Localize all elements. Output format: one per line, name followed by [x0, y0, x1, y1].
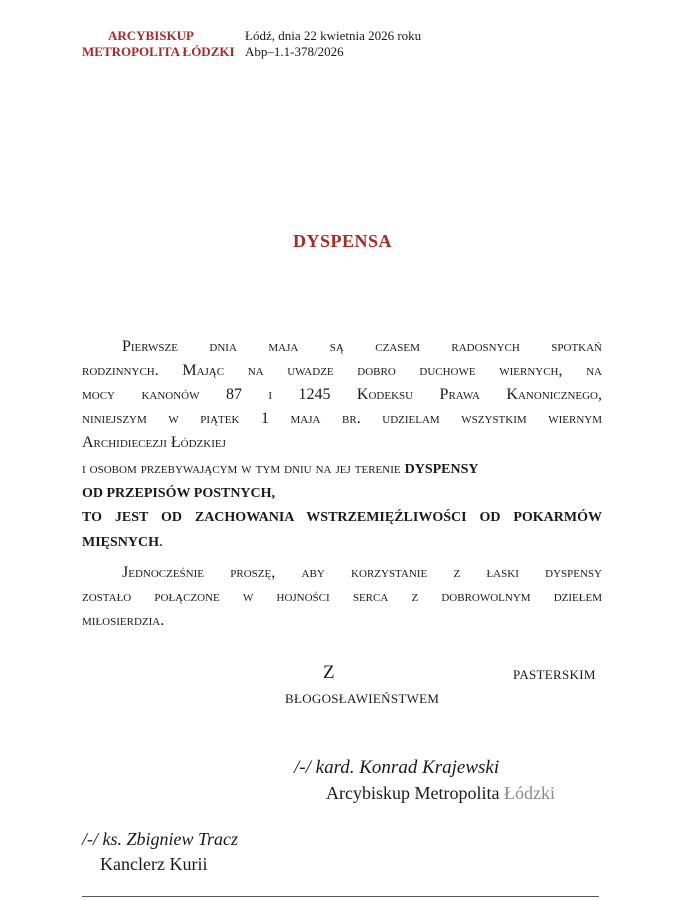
issuer-line-2: METROPOLITA ŁÓDZKI: [82, 44, 235, 59]
paragraph-2-line-3: miłosierdzia.: [82, 612, 165, 629]
closing-blessing: BŁOGOSŁAWIEŃSTWEM: [285, 691, 440, 706]
paragraph-1-line-6: [82, 458, 479, 481]
line-9-end: .: [159, 533, 164, 550]
bottom-rule: [82, 896, 599, 897]
archbishop-title-main: Arcybiskup Metropolita: [326, 783, 504, 803]
line-6-text: i osobom przebywającym w tym dniu na jej terenie: [82, 460, 405, 477]
paragraph-1-line-4: niniejszym w piątek 1 maja br. udzielam wszystkim wiernym: [82, 410, 602, 427]
paragraph-1-line-5: Archidiecezji Łódzkiej: [82, 434, 226, 451]
archbishop-title: [326, 783, 555, 804]
chancellor-title: Kanclerz Kurii: [100, 854, 208, 874]
chancellor-signature: /-/ ks. Zbigniew Tracz: [82, 829, 239, 849]
paragraph-1-line-2: rodzinnych. Mając na uwadze dobro duchowe wiernych, na: [82, 362, 602, 379]
paragraph-2-line-2: zostało połączone w hojności serca z dobrowolnym dziełem: [82, 588, 602, 605]
archbishop-title-faded: Łódzki: [503, 783, 555, 803]
document-title: DYSPENSA: [292, 231, 393, 251]
issuer-line-1: ARCYBISKUP: [108, 28, 194, 43]
paragraph-1-line-3: mocy kanonów 87 i 1245 Kodeksu Prawa Kanonicznego,: [82, 386, 602, 403]
paragraph-1-line-8: TO JEST OD ZACHOWANIA WSTRZEMIĘŹLIWOŚCI OD POKARMÓW: [82, 510, 602, 525]
paragraph-1-line-7: OD PRZEPISÓW POSTNYCH,: [82, 486, 276, 501]
line-6-emphasis: DYSPENSY: [404, 462, 479, 477]
reference-number: Abp–1.1-378/2026: [245, 44, 344, 59]
paragraph-1-line-9: [82, 531, 163, 554]
archbishop-signature: /-/ kard. Konrad Krajewski: [294, 757, 500, 778]
line-9-emphasis: MIĘSNYCH: [82, 535, 160, 550]
paragraph-2-line-1: Jednocześnie proszę, aby korzystanie z łaski dyspensy: [122, 564, 602, 581]
paragraph-1-line-1: Pierwsze dnia maja są czasem radosnych spotkań: [122, 338, 602, 355]
place-date: Łódź, dnia 22 kwietnia 2026 roku: [245, 28, 422, 43]
closing-z: Z: [323, 662, 335, 683]
closing-word: PASTERSKIM: [513, 667, 596, 682]
